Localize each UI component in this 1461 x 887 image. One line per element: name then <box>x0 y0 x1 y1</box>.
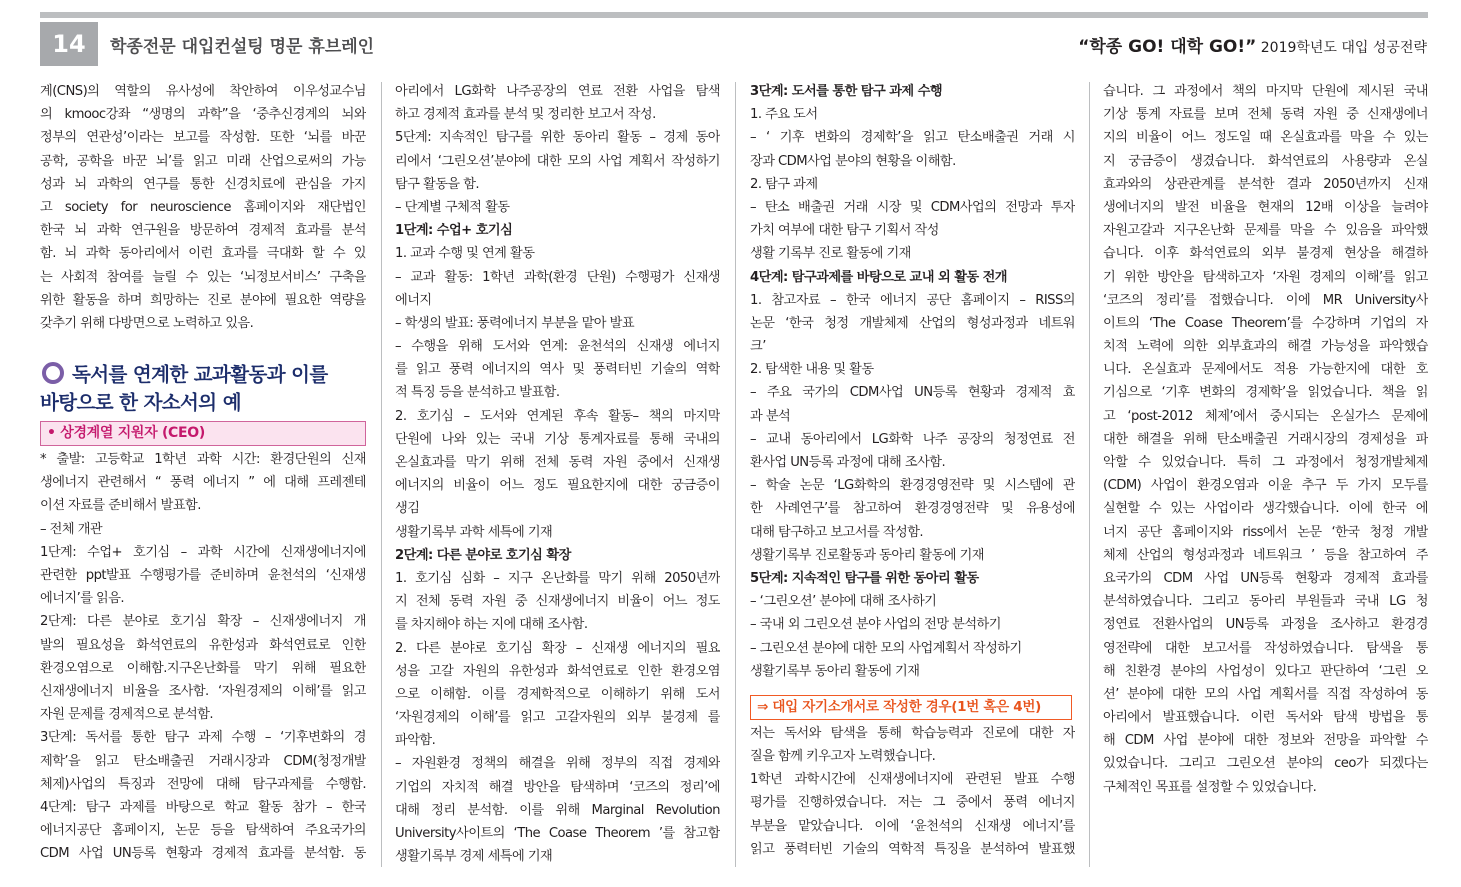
text-line: 기업의 자치적 해결 방안을 탐색하며 ‘코즈의 정리’에 <box>395 779 720 795</box>
text-line: 대해 탐구하고 보고서를 작성함. <box>750 524 924 540</box>
text-line: 계(CNS)의 역할의 유사성에 착안하여 이우성교수님 <box>40 84 366 99</box>
text-line: 효과와의 상관관계를 분석한 결과 2050년까지 신재 <box>1103 176 1428 192</box>
text-line: 를 차지해야 하는 지에 대해 조사함. <box>395 617 588 633</box>
text-line: 해 친환경 분야의 사업성이 있다고 판단하여 ‘그린 오 <box>1103 663 1428 679</box>
text-line: 를 읽고 풍력 에너지의 역사 및 풍력터빈 기술의 역학 <box>395 362 720 378</box>
step-heading: 5단계: 지속적인 탐구를 위한 동아리 활동 <box>750 570 979 586</box>
text-line: 관련한 ppt발표 수행평가를 준비하며 윤천석의 ‘신재생 <box>40 568 366 583</box>
text-line: 가치 여부에 대한 탐구 기획서 작성 <box>750 223 939 239</box>
text-line: 지 궁금증이 생겼습니다. 화석연료의 사용량과 온실 <box>1103 153 1428 169</box>
text-line: – 탄소 배출권 거래 시장 및 CDM사업의 전망과 투자 <box>750 199 1075 215</box>
text-line: 리에서 ‘그린오션’분야에 대한 모의 사업 계획서 작성하기 <box>395 153 720 169</box>
text-line: 자원고갈과 지구온난화 문제를 막을 수 있음을 파악했 <box>1103 223 1428 239</box>
step-line: 3단계: 독서를 통한 탐구 과제 수행 – ‘기후변화의 경 <box>40 730 366 746</box>
text-line: 정연료 전환사업의 UN등록 과정을 조사하고 환경경 <box>1103 617 1428 633</box>
text-line: 치적 노력에 의한 외부효과의 해결 가능성을 파악했습 <box>1103 339 1428 355</box>
text-line: 1학년 과학시간에 신재생에너지에 관련된 발표 수행 <box>750 772 1075 788</box>
header-slogan: “학종 GO! 대학 GO!” <box>1078 37 1257 57</box>
text-line: 적 특징 등을 분석하고 발표함. <box>395 385 560 401</box>
step-line: 1단계: 수업+ 호기심 – 과학 시간에 신재생에너지에 <box>40 544 366 560</box>
text-line: – 자원환경 정책의 해결을 위해 정부의 직접 경제와 <box>395 756 720 772</box>
text-line: 이션 자료를 준비해서 발표함. <box>40 498 201 514</box>
text-line: 탐구 활동을 함. <box>395 176 480 192</box>
section-title-line: 바탕으로 한 자소서의 예 <box>40 391 241 415</box>
text-line: 2. 탐색한 내용 및 활동 <box>750 362 874 378</box>
text-line: 기 위한 방안을 탐색하고자 ‘자원 경제의 이해’를 읽고 <box>1103 269 1428 285</box>
text-line: 의 kmooc강좌 “생명의 과학”을 ‘중추신경계의 뇌와 <box>40 107 366 123</box>
text-line: 생활 기록부 진로 활동에 기재 <box>750 246 911 262</box>
section-title <box>40 361 366 389</box>
text-line: – 국내 외 그린오션 분야 사업의 전망 분석하기 <box>750 617 1001 633</box>
text-line: – 교과 활동: 1학년 과학(환경 단원) 수행평가 신재생 <box>395 269 720 285</box>
text-line: 영전략에 대한 보고서를 작성하였습니다. 탐색을 통 <box>1103 640 1428 656</box>
section-title-line: 독서를 연계한 교과활동과 이를 <box>72 363 328 387</box>
text-line: – 교내 동아리에서 LG화학 나주 공장의 청정연료 전 <box>750 431 1075 447</box>
step-line: 5단계: 지속적인 탐구를 위한 동아리 활동 – 경제 동아 <box>395 130 720 146</box>
text-line: – 전체 개관 <box>40 521 103 537</box>
text-line: – 수행을 위해 도서와 연계: 윤천석의 신재생 에너지 <box>395 339 720 355</box>
text-line: 체제)사업의 특징과 전망에 대해 탐구과제를 수행함. <box>40 776 366 792</box>
circle-bullet-icon <box>42 362 64 384</box>
text-line: 크’ <box>750 339 766 355</box>
text-line: – 그린오션 분야에 대한 모의 사업계획서 작성하기 <box>750 640 1022 656</box>
column-3 <box>750 80 1075 861</box>
page-number: 14 <box>40 22 98 66</box>
self-intro-box: ⇒ 대입 자기소개서로 작성한 경우(1번 혹은 4번) <box>750 695 1072 720</box>
text-line: 니다. 온실효과 문제에서도 적용 가능한지에 대한 호 <box>1103 362 1428 378</box>
text-line: 자원 문제를 경제적으로 분석함. <box>40 707 214 723</box>
text-line: 공학, 공학을 바꾼 뇌’를 읽고 미래 산업으로써의 가능 <box>40 153 366 169</box>
text-line: 지의 비율이 어느 정도일 때 온실효과를 막을 수 있는 <box>1103 130 1428 146</box>
text-line: 2. 호기심 – 도서와 연계된 후속 활동– 책의 마지막 <box>395 408 720 424</box>
text-line: 고 ‘post-2012 체제’에서 중시되는 온실가스 문제에 <box>1103 408 1428 424</box>
text-line: 저는 독서와 탐색을 통해 학습능력과 진로에 대한 자 <box>750 725 1075 741</box>
text-line: 구체적인 목표를 설정할 수 있었습니다. <box>1103 779 1317 795</box>
text-line: 요국가의 CDM 사업 UN등록 현황과 경제적 효과를 <box>1103 570 1428 586</box>
text-line: 습니다. 그 과정에서 책의 마지막 단원에 제시된 국내 <box>1103 84 1428 99</box>
text-line: 위한 활동을 하며 희망하는 진로 분야에 필요한 역량을 <box>40 292 366 308</box>
text-line: – ‘그린오션’ 분야에 대해 조사하기 <box>750 594 937 610</box>
text-line: 생활기록부 경제 세특에 기재 <box>395 849 553 865</box>
text-line: 한국 뇌 과학 연구원을 방문하여 경제적 효과를 분석 <box>40 223 366 239</box>
column-4 <box>1103 80 1428 799</box>
header-subtitle: 2019학년도 대입 성공전략 <box>1260 40 1427 56</box>
text-line: 으로 이해함. 이를 경제학적으로 이해하기 위해 도서 <box>395 686 720 702</box>
text-line: 1. 교과 수행 및 연계 활동 <box>395 246 535 262</box>
text-line: 1. 주요 도서 <box>750 107 818 123</box>
text-line: – 주요 국가의 CDM사업 UN등록 현황과 경제적 효 <box>750 385 1075 401</box>
text-line: (CDM) 사업이 환경오염과 이윤 추구 두 가지 모두를 <box>1103 478 1428 494</box>
text-line: 에너지 <box>395 292 432 308</box>
text-line: 있었습니다. 그리고 그린오션 분야의 ceo가 되겠다는 <box>1103 756 1428 772</box>
text-line: 너지 공단 홈페이지와 riss에서 논문 ‘한국 청정 개발 <box>1103 524 1428 540</box>
text-line: – ‘ 기후 변화의 경제학’을 읽고 탄소배출권 거래 시 <box>750 130 1075 146</box>
text-line: – 학술 논문 ‘LG화학의 환경경영전략 및 시스템에 관 <box>750 478 1075 494</box>
text-line: 악할 수 있었습니다. 특히 그 과정에서 청정개발체제 <box>1103 455 1428 470</box>
text-line: 아리에서 발표했습니다. 이런 독서와 탐색 방법을 통 <box>1103 710 1428 726</box>
text-line: 갖추기 위해 다방면으로 노력하고 있음. <box>40 315 254 331</box>
text-line: 단원에 나와 있는 국내 기상 통계자료를 통해 국내의 <box>395 431 720 447</box>
text-line: 파악함. <box>395 733 436 749</box>
text-line: 한 사례연구’를 참고하여 환경경영전략 및 유용성에 <box>750 501 1075 517</box>
column-divider <box>735 82 736 867</box>
text-line: 지 전체 동력 자원 중 신재생에너지 비율이 어느 정도 <box>395 594 720 610</box>
text-line: 고 society for neuroscience 홈페이지와 재단법인 <box>40 199 366 215</box>
text-line: 이트의 ‘The Coase Theorem’를 수강하며 기업의 자 <box>1103 315 1428 331</box>
text-line: 대해 정리 분석함. 이를 위해 Marginal Revolution <box>395 802 720 818</box>
text-line: 대한 해결을 위해 탄소배출권 거래시장의 경제성을 파 <box>1103 431 1428 447</box>
text-line: 환사업 UN등록 과정에 대해 조사함. <box>750 455 946 470</box>
text-line: 발의 필요성을 화석연료의 유한성과 화석연료로 인한 <box>40 637 366 653</box>
text-line: 생활기록부 과학 세특에 기재 <box>395 524 553 540</box>
column-divider <box>1089 82 1090 867</box>
text-line: 생에너지의 발전 비율을 현재의 12배 이상을 늘려야 <box>1103 199 1428 215</box>
text-line: 2. 다른 분야로 호기심 확장 – 신재생 에너지의 필요 <box>395 640 720 656</box>
text-line: 부분을 맡았습니다. 이에 ‘윤천석의 신재생 에너지’를 <box>750 818 1075 834</box>
intro-paragraph <box>40 80 366 335</box>
text-line: 정부의 연관성’이라는 보고를 작성함. 또한 ‘뇌를 바꾼 <box>40 130 366 146</box>
text-line: 신재생에너지 비율을 조사함. ‘자원경제의 이해’를 읽고 <box>40 683 366 699</box>
text-line: 생활기록부 진로활동과 동아리 활동에 기재 <box>750 547 984 563</box>
text-line: 체제 산업의 형성과정과 네트워크 ’ 등을 참고하여 주 <box>1103 547 1428 563</box>
text-line: 평가를 진행하였습니다. 저는 그 중에서 풍력 에너지 <box>750 795 1075 811</box>
text-line: CDM 사업 UN등록 현황과 경제적 효과를 분석함. 동 <box>40 846 366 862</box>
step-heading: 2단계: 다른 분야로 호기심 확장 <box>395 547 571 563</box>
text-line: 에너지’를 읽음. <box>40 591 125 607</box>
publisher-name: 학종전문 대입컨설팅 명문 휴브레인 <box>110 37 375 57</box>
text-line: 습니다. 이후 화석연료의 외부 불경제 현상을 해결하 <box>1103 246 1428 262</box>
text-line: 생김 <box>395 501 420 517</box>
text-line: University사이트의 ‘The Coase Theorem ’를 참고함 <box>395 826 720 841</box>
step-heading: 3단계: 도서를 통한 탐구 과제 수행 <box>750 84 943 99</box>
text-line: 아리에서 LG화학 나주공장의 연료 전환 사업을 탐색 <box>395 84 720 99</box>
applicant-type-box: • 상경계열 지원자 (CEO) <box>40 421 366 446</box>
text-line: 장과 CDM사업 분야의 현황을 이해함. <box>750 153 956 169</box>
text-line: 성과 뇌 과학의 연구를 통한 신경치료에 관심을 가지 <box>40 176 366 192</box>
column-1 <box>40 80 366 865</box>
text-line: 질을 함께 키우고자 노력했습니다. <box>750 749 936 765</box>
text-line: 제학’을 읽고 탄소배출권 거래시장과 CDM(청정개발 <box>40 753 366 769</box>
text-line: – 학생의 발표: 풍력에너지 부분을 맡아 발표 <box>395 315 635 331</box>
column-divider <box>381 82 382 867</box>
header-right <box>1078 32 1427 57</box>
top-rule <box>40 12 1428 18</box>
text-line: 해 CDM 사업 분야에 대한 정보와 전망을 파악할 수 <box>1103 733 1428 749</box>
text-line: 분석하였습니다. 그리고 동아리 부원들과 국내 LG 청 <box>1103 594 1428 610</box>
step-line: 4단계: 탐구 과제를 바탕으로 학교 활동 참가 – 한국 <box>40 799 366 815</box>
text-line: 온실효과를 막기 위해 전체 동력 자원 중에서 신재생 <box>395 455 720 470</box>
text-line: 기상 통계 자료를 보며 전체 동력 자원 중 신재생에너 <box>1103 107 1428 123</box>
column-2 <box>395 80 720 868</box>
step-heading: 4단계: 탐구과제를 바탕으로 교내 외 활동 전개 <box>750 269 1007 285</box>
text-line: 실현할 수 있는 사업이라 생각했습니다. 이에 한국 에 <box>1103 501 1428 517</box>
text-line: * 출발: 고등학교 1학년 과학 시간: 환경단원의 신재 <box>40 452 366 468</box>
text-line: 환경오염으로 이해함.지구온난화를 막기 위해 필요한 <box>40 660 366 676</box>
text-line: 1. 호기심 심화 – 지구 온난화를 막기 위해 2050년까 <box>395 570 720 586</box>
text-line: 성을 고갈 자원의 유한성과 화석연료로 인한 환경오염 <box>395 663 720 679</box>
text-line: 에너지공단 홈페이지, 논문 등을 탐색하여 주요국가의 <box>40 823 366 839</box>
text-line: 논문 ‘한국 청정 개발체제 산업의 형성과정과 네트워 <box>750 315 1075 331</box>
example-body <box>40 448 366 865</box>
text-line: ‘코즈의 정리’를 접했습니다. 이에 MR University사 <box>1103 292 1428 308</box>
text-line: ‘자원경제의 이해’를 읽고 고갈자원의 외부 불경제 를 <box>395 710 720 726</box>
text-line: 는 사회적 참여를 늘릴 수 있는 ‘뇌정보서비스’ 구축을 <box>40 269 366 285</box>
text-line: 읽고 풍력터빈 기술의 역학적 특징을 분석하여 발표했 <box>750 841 1075 857</box>
step-line: 2단계: 다른 분야로 호기심 확장 – 신재생에너지 개 <box>40 614 366 630</box>
text-line: 하고 경제적 효과를 분석 및 정리한 보고서 작성. <box>395 107 656 123</box>
text-line: 션’ 분야에 대한 모의 사업 계획서를 직접 작성하여 동 <box>1103 686 1428 702</box>
step-heading: 1단계: 수업+ 호기심 <box>395 223 513 239</box>
text-line: 기심으로 ‘기후 변화의 경제학’을 읽었습니다. 책을 읽 <box>1103 385 1428 401</box>
text-line: 과 분석 <box>750 408 791 424</box>
text-line: 생에너지 관련해서 “ 풍력 에너지 ” 에 대해 프레젠테 <box>40 475 366 491</box>
text-line: 에너지의 비율이 어느 정도 필요한지에 대한 궁금증이 <box>395 478 720 494</box>
text-line: 생활기록부 동아리 활동에 기재 <box>750 663 920 679</box>
text-line: – 단계별 구체적 활동 <box>395 199 510 215</box>
text-line: 1. 참고자료 – 한국 에너지 공단 홈페이지 – RISS의 <box>750 292 1075 308</box>
text-line: 2. 탐구 과제 <box>750 176 818 192</box>
text-line: 함. 뇌 과학 동아리에서 이런 효과를 극대화 할 수 있 <box>40 246 366 262</box>
